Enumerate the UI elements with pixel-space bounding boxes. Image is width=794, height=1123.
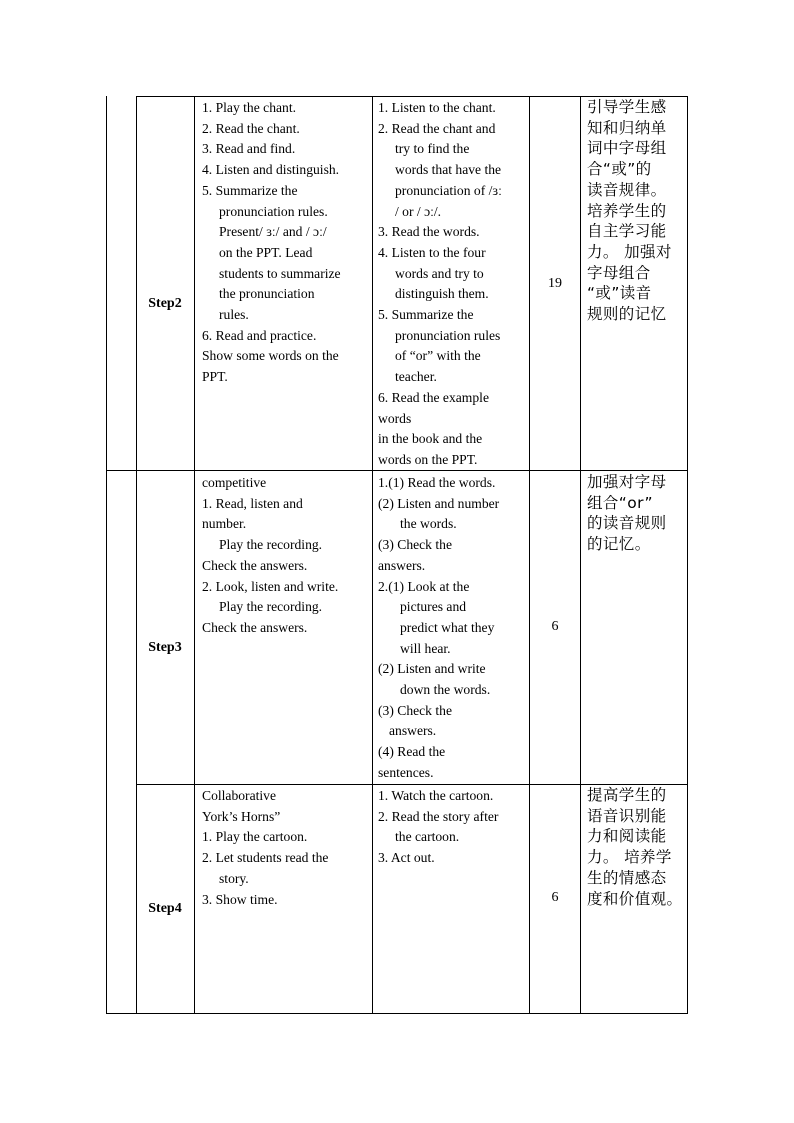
- text-line: on the PPT. Lead: [219, 244, 313, 260]
- student-activities: [378, 473, 528, 784]
- text-line: pronunciation rules.: [219, 203, 328, 219]
- lesson-plan-table: [106, 96, 688, 1014]
- text-line: 2. Read the story after: [378, 808, 499, 824]
- text-line: story.: [219, 870, 249, 886]
- text-line: 4. Listen and distinguish.: [202, 162, 340, 178]
- student-activities: [378, 98, 528, 471]
- text-line: 读音规律。: [587, 180, 667, 199]
- text-line: 力。 加强对: [587, 242, 672, 261]
- text-line: answers.: [378, 557, 426, 573]
- text-line: 度和价值观。: [587, 889, 683, 908]
- step-label: Step2: [148, 296, 182, 311]
- text-line: number.: [202, 516, 247, 532]
- teacher-activities: [202, 473, 370, 639]
- text-line: 力。 培养学: [587, 848, 672, 867]
- text-line: the words.: [400, 516, 457, 532]
- text-line: sentences.: [378, 764, 434, 780]
- text-line: 规则的记忆: [587, 305, 667, 324]
- text-line: words: [378, 410, 412, 426]
- text-line: / or / ɔː/.: [395, 203, 442, 219]
- text-line: 语音识别能: [587, 806, 667, 825]
- text-line: PPT.: [202, 369, 228, 385]
- text-line: 提高学生的: [587, 786, 667, 804]
- text-line: York’s Horns”: [202, 808, 281, 824]
- text-line: 力和阅读能: [587, 827, 667, 846]
- time-minutes: 6: [551, 890, 559, 905]
- text-line: pronunciation of /ɜː: [395, 182, 502, 198]
- text-line: 3. Read and find.: [202, 141, 296, 157]
- text-line: of “or” with the: [395, 348, 481, 364]
- teacher-activities: [202, 98, 370, 388]
- text-line: 1. Listen to the chant.: [378, 100, 496, 115]
- text-line: pictures and: [400, 599, 467, 615]
- design-purpose: [587, 97, 687, 325]
- text-line: Play the recording.: [219, 537, 323, 553]
- time-minutes: 19: [548, 276, 562, 291]
- text-line: 知和归纳单: [587, 118, 667, 137]
- text-line: 6. Read and practice.: [202, 327, 317, 343]
- text-line: rules.: [219, 307, 249, 323]
- teacher-activities: [202, 786, 370, 910]
- text-line: “或”读音: [587, 284, 652, 303]
- text-line: the pronunciation: [219, 286, 315, 302]
- text-line: Play the recording.: [219, 599, 323, 615]
- text-line: 字母组合: [587, 263, 651, 282]
- text-line: 2. Read the chant.: [202, 120, 300, 136]
- text-line: competitive: [202, 475, 267, 490]
- text-line: 词中字母组: [587, 139, 667, 158]
- text-line: Present/ ɜː/ and / ɔː/: [219, 224, 327, 240]
- text-line: try to find the: [395, 141, 470, 157]
- text-line: 4. Listen to the four: [378, 244, 486, 260]
- text-line: Check the answers.: [202, 557, 308, 573]
- text-line: (4) Read the: [378, 744, 446, 760]
- text-line: down the words.: [400, 682, 491, 698]
- text-line: (3) Check the: [378, 702, 452, 718]
- text-line: 1. Watch the cartoon.: [378, 788, 494, 803]
- text-line: 组合“or”: [587, 493, 653, 512]
- text-line: 6. Read the example: [378, 389, 489, 405]
- text-line: 2. Let students read the: [202, 850, 329, 866]
- text-line: the cartoon.: [395, 829, 460, 845]
- step-label: Step4: [148, 901, 182, 916]
- text-line: 培养学生的: [587, 201, 667, 220]
- design-purpose: [587, 472, 687, 555]
- text-line: 合“或”的: [587, 160, 652, 179]
- text-line: students to summarize: [219, 265, 341, 281]
- text-line: 3. Read the words.: [378, 224, 480, 240]
- text-line: words on the PPT.: [378, 451, 478, 467]
- text-line: 的记忆。: [587, 535, 651, 554]
- text-line: in the book and the: [378, 431, 483, 447]
- text-line: 引导学生感: [587, 98, 667, 116]
- text-line: 的读音规则: [587, 514, 667, 533]
- text-line: 5. Summarize the: [378, 307, 474, 323]
- text-line: (3) Check the: [378, 537, 452, 553]
- text-line: 2. Look, listen and write.: [202, 578, 339, 594]
- text-line: 1.(1) Read the words.: [378, 475, 496, 490]
- text-line: will hear.: [400, 640, 451, 656]
- text-line: 加强对字母: [587, 473, 667, 491]
- design-purpose: [587, 785, 687, 909]
- text-line: (2) Listen and number: [378, 495, 500, 511]
- text-line: words that have the: [395, 162, 502, 178]
- time-minutes: 6: [551, 619, 559, 634]
- text-line: 1. Read, listen and: [202, 495, 303, 511]
- text-line: 3. Show time.: [202, 891, 278, 907]
- text-line: 5. Summarize the: [202, 182, 298, 198]
- text-line: teacher.: [395, 369, 437, 385]
- text-line: distinguish them.: [395, 286, 489, 302]
- text-line: predict what they: [400, 619, 495, 635]
- text-line: answers.: [389, 723, 437, 739]
- text-line: (2) Listen and write: [378, 661, 486, 677]
- text-line: pronunciation rules: [395, 327, 501, 343]
- text-line: 2.(1) Look at the: [378, 578, 470, 594]
- text-line: Check the answers.: [202, 619, 308, 635]
- step-label: Step3: [148, 640, 182, 655]
- text-line: 1. Play the chant.: [202, 100, 297, 115]
- text-line: 2. Read the chant and: [378, 120, 496, 136]
- text-line: 生的情感态: [587, 868, 667, 887]
- text-line: 1. Play the cartoon.: [202, 829, 308, 845]
- text-line: Show some words on the: [202, 348, 339, 364]
- student-activities: [378, 786, 528, 869]
- text-line: 3. Act out.: [378, 850, 435, 866]
- text-line: Collaborative: [202, 788, 276, 803]
- text-line: words and try to: [395, 265, 484, 281]
- text-line: 自主学习能: [587, 222, 667, 241]
